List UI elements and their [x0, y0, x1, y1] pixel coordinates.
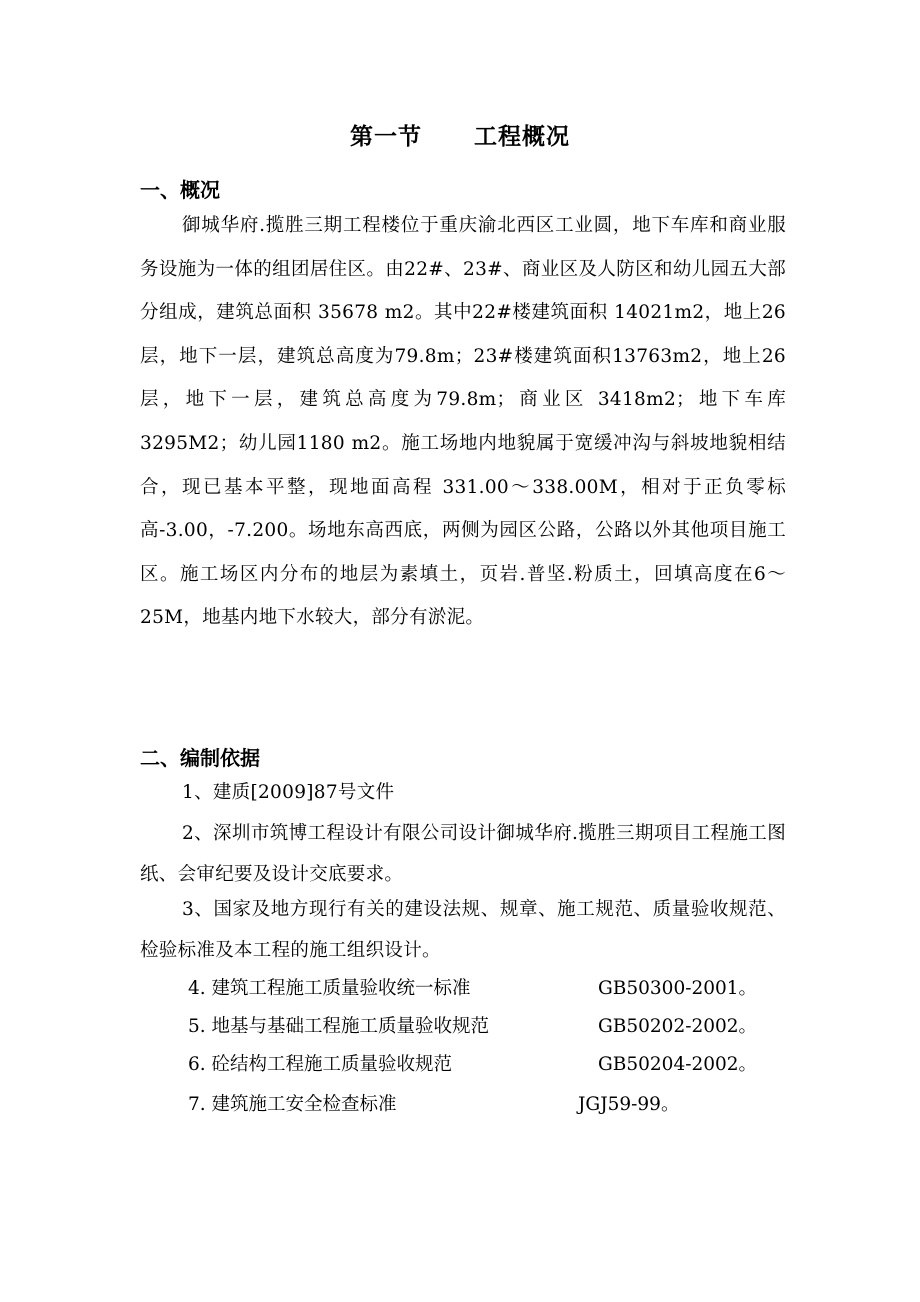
standard-label-5: 5. 地基与基础工程施工质量验收规范 [188, 1016, 490, 1037]
basis-item-2: 2、深圳市筑博工程设计有限公司设计御城华府.揽胜三期项目工程施工图纸、会审纪要及设计交底要求。 [140, 823, 786, 885]
standard-code-6: GB50204-2002。 [598, 1054, 758, 1075]
standard-code-7: JGJ59-99。 [578, 1094, 680, 1115]
standard-code-4: GB50300-2001。 [598, 978, 758, 999]
basis-item-1: 1、建质[2009]87号文件 [182, 782, 395, 803]
standard-label-6: 6. 砼结构工程施工质量验收规范 [188, 1054, 453, 1075]
section2-heading: 二、编制依据 [140, 746, 260, 770]
page-title [0, 118, 920, 151]
section1-heading: 一、概况 [140, 178, 220, 202]
standard-label-7: 7. 建筑施工安全检查标准 [188, 1094, 397, 1115]
title-section-number: 第一节 [350, 124, 422, 150]
standard-code-5: GB50202-2002。 [598, 1016, 758, 1037]
basis-item-3: 3、国家及地方现行有关的建设法规、规章、施工规范、质量验收规范、检验标准及本工程的施工组织设计。 [140, 899, 786, 961]
section1-body: 御城华府.揽胜三期工程楼位于重庆渝北西区工业圆，地下车库和商业服务设施为一体的组团居住区。由22#、23#、商业区及人防区和幼儿园五大部分组成，建筑总面积 35678 m2。其中22#楼建筑面积 14021m2，地上26层，地下一层，建筑总高度为79.8m；23#楼建筑面积13763m2，地上26层，地下一层，建筑总高度为79.8m；商业区 3418m2；地下车库 3295M2；幼儿园1180 m2。施工场地内地貌属于宽缓冲沟与斜坡地貌相结合，现已基本平整，现地面高程 331.00～338.00M，相对于正负零标高-3.00，-7.200。场地东高西底，两侧为园区公路，公路以外其他项目施工区。施工场区内分布的地层为素填土，页岩.普坚.粉质土，回填高度在6～25M，地基内地下水较大，部分有淤泥。 [140, 215, 786, 629]
standard-label-4: 4. 建筑工程施工质量验收统一标准 [188, 978, 471, 999]
title-section-name: 工程概况 [474, 124, 570, 150]
